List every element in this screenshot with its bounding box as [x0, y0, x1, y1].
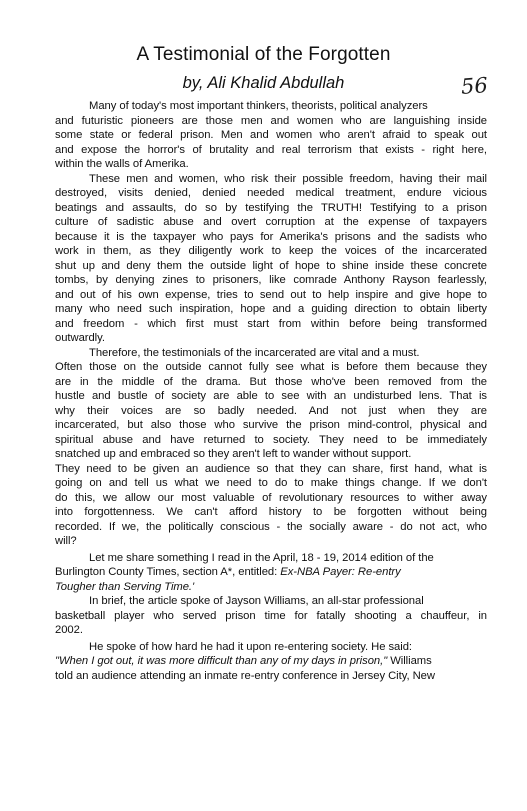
text-line: snatched up and embraced so they aren't left to wander without support. — [55, 448, 412, 460]
text-line: and out of his own expense, tries to send out to help inspire and give hope to — [55, 288, 487, 301]
text-line: incarcerated, but also those who survive the prison mind-control, physical and — [55, 419, 487, 431]
text-line: Let me share something I read in the April, 18 - 19, 2014 edition of the — [89, 551, 434, 564]
text-line: work in them, as they diligently work to keep the voices of the incarcerated — [55, 245, 487, 257]
text-line: beatings and assaults, do so by testifying the TRUTH! Testifying to a prison — [55, 201, 487, 214]
text-line: culture of sadistic abuse and overt corruption at the expense of taxpayers — [55, 216, 487, 228]
text-line: and expose the horror's of brutality and real terrorism that exists - right here, — [55, 143, 487, 156]
text-line: do this, we allow our most valuable of revolutionary resources to wither away — [55, 491, 487, 504]
text-line: and futuristic pioneers are those men and women who are languishing inside — [55, 114, 487, 127]
text-line: hustle and bustle of society are able to see with an undisturbed lens. That is — [55, 390, 487, 402]
document-title: A Testimonial of the Forgotten — [136, 44, 391, 65]
text-line: tombs, by denying zines to prisoners, like comrade Anthony Rayson fearlessly, — [55, 274, 487, 286]
paragraph-6 — [55, 640, 487, 684]
text-line: Tougher than Serving Time.' — [55, 580, 195, 593]
handwritten-page-number: 56 — [460, 73, 489, 99]
quote-italic: "When I got out, it was more difficult than any of my days in prison," — [55, 655, 388, 667]
article-body — [55, 99, 487, 683]
text-line: These men and women, who risk their possible freedom, having their mail — [89, 172, 487, 185]
text-line: 2002. — [55, 624, 83, 636]
text-line: some state or federal prison. Men and women who aren't afraid to speak out — [55, 129, 487, 141]
text-line: why their voices are so badly needed. And not just when they are — [55, 404, 487, 417]
text-line: Many of today's most important thinkers, theorists, political analyzers — [89, 100, 428, 112]
paragraph-5 — [55, 594, 487, 638]
text-line: are in the middle of the drama. But those who've been removed from the — [55, 375, 487, 388]
text-fragment: Williams — [390, 655, 432, 667]
text-line: spiritual abuse and have returned to society. They need to be immediately — [55, 433, 487, 446]
text-line: They need to be given an audience so that they can share, first hand, what is — [55, 462, 487, 475]
text-line — [55, 565, 487, 580]
text-line: within the walls of Amerika. — [55, 158, 189, 170]
text-line: Therefore, the testimonials of the incarcerated are vital and a must. — [89, 346, 420, 359]
paragraph-1 — [55, 99, 487, 172]
text-line: many who need such inspiration, hope and a guiding direction to obtain liberty — [55, 303, 487, 315]
text-line: Often those on the outside cannot fully see what is before them because they — [55, 361, 487, 373]
paragraph-3 — [55, 346, 487, 549]
paragraph-2 — [55, 172, 487, 346]
text-line: because it is the taxpayer who pays for Amerika's prisons and the sadists who — [55, 230, 487, 243]
article-title-italic: Ex-NBA Payer: Re-entry — [280, 566, 401, 578]
text-line: basketball player who served prison time for fatally shooting a chauffeur, in — [55, 609, 487, 622]
paragraph-4 — [55, 551, 487, 595]
text-line: shut up and deny them the outside light of hope to shine inside these concrete — [55, 259, 487, 272]
text-line: and freedom - which first must start from within before being transformed — [55, 317, 487, 330]
text-line: He spoke of how hard he had it upon re-entering society. He said: — [89, 640, 412, 653]
text-line: destroyed, visits denied, denied needed medical treatment, endure vicious — [55, 187, 487, 199]
text-line: recorded. If we, the politically conscious - the socially aware - do not act, who — [55, 520, 487, 533]
text-line: will? — [55, 535, 77, 547]
text-line: told an audience attending an inmate re-entry conference in Jersey City, New — [55, 669, 435, 682]
text-line — [55, 654, 487, 669]
text-line: into forgottenness. We can't afford history to be forgotten without being — [55, 506, 487, 518]
author-byline: by, Ali Khalid Abdullah — [182, 74, 345, 92]
text-line: outwardly. — [55, 332, 105, 344]
text-line: In brief, the article spoke of Jayson Williams, an all-star professional — [89, 595, 424, 607]
text-line: going on and tell us what we need to do to make things change. If we don't — [55, 477, 487, 489]
text-fragment: Burlington County Times, section A*, entitled: — [55, 566, 278, 578]
